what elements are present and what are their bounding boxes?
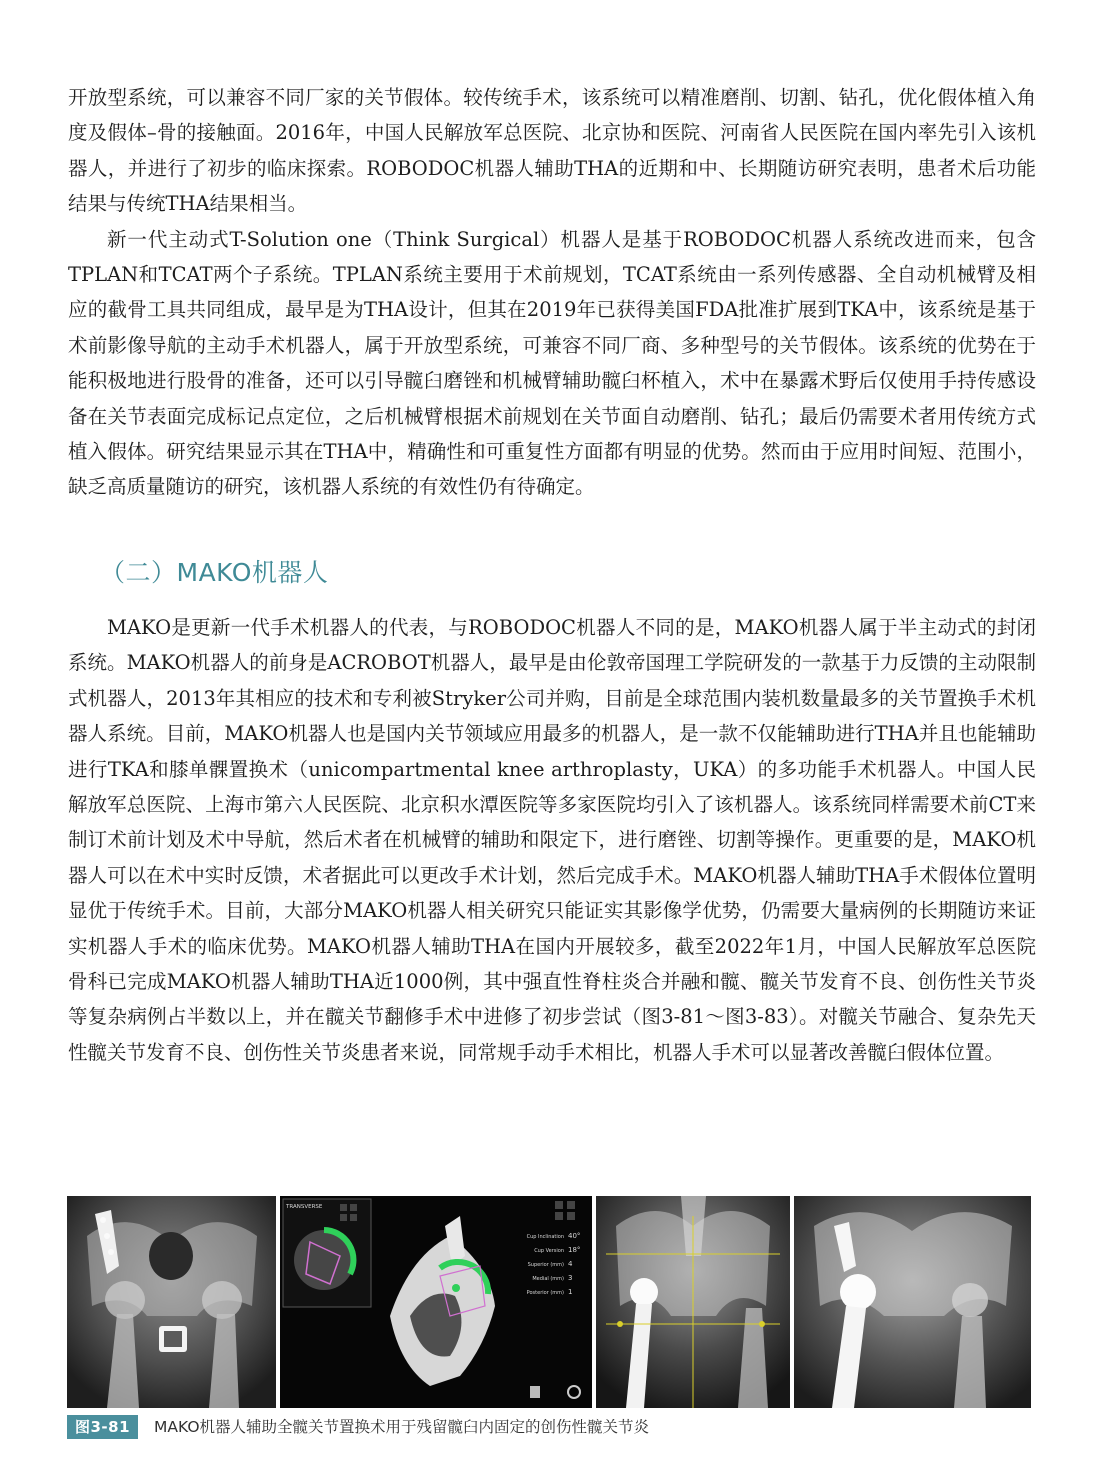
cup-version-value: 18° <box>568 1246 581 1254</box>
posterior-label: Posterior (mm) <box>526 1290 564 1296</box>
paragraph-mako: MAKO是更新一代手术机器人的代表，与ROBODOC机器人不同的是，MAKO机器人属于半主动式的封闭系统。MAKO机器人的前身是ACROBOT机器人，最早是由伦敦帝国理工学院研发的一款基于力反馈的主动限制式机器人，2013年其相应的技术和专利被Stryker公司并购，目前是全球范围内装机数量最多的关节置换手术机器人系统。目前，MAKO机器人也是国内关节领域应用最多的机器人，是一款不仅能辅助进行THA并且也能辅助进行TKA和膝单髁置换术（unicompartmental knee arthroplasty，UKA）的多功能手术机器人。中国人民解放军总医院、上海市第六人民医院、北京积水潭医院等多家医院均引入了该机器人。该系统同样需要术前CT来制订术前计划及术中导航，然后术者在机械臂的辅助和限定下，进行磨锉、切割等操作。更重要的是，MAKO机器人可以在术中实时反馈，术者据此可以更改手术计划，然后完成手术。MAKO机器人辅助THA手术假体位置明显优于传统手术。目前，大部分MAKO机器人相关研究只能证实其影像学优势，仍需要大量病例的长期随访来证实机器人手术的临床优势。MAKO机器人辅助THA在国内开展较多，截至2022年1月，中国人民解放军总医院骨科已完成MAKO机器人辅助THA近1000例，其中强直性脊柱炎合并融和髋、髋关节发育不良、创伤性关节炎等复杂病例占半数以上，并在髋关节翻修手术中进修了初步尝试（图3-81～图3-83）。对髋关节融合、复杂先天性髋关节发育不良、创伤性关节炎患者来说，同常规手动手术相比，机器人手术可以显著改善髋臼假体位置。 <box>68 616 1036 1064</box>
cup-inclination-value: 40° <box>568 1232 581 1240</box>
transverse-view-label: TRANSVERSE <box>286 1204 323 1210</box>
superior-label: Superior (mm) <box>527 1262 564 1268</box>
cup-version-label: Cup Version <box>534 1248 564 1254</box>
cup-inclination-label: Cup Inclination <box>526 1234 564 1240</box>
posterior-value: 1 <box>568 1288 573 1296</box>
body-text-top <box>68 80 1036 505</box>
body-text-mako <box>68 610 1036 1070</box>
medial-value: 3 <box>568 1274 573 1282</box>
section-heading-mako: （二）MAKO机器人 <box>100 558 329 587</box>
figure-3-81-images <box>67 1196 1035 1408</box>
superior-value: 4 <box>568 1260 573 1268</box>
xray-preop-image <box>67 1196 276 1408</box>
medial-label: Medial (mm) <box>532 1276 564 1282</box>
paragraph-t-solution: 新一代主动式T-Solution one（Think Surgical）机器人是基于ROBODOC机器人系统改进而来，包含TPLAN和TCAT两个子系统。TPLAN系统主要用于术前规划，TCAT系统由一系列传感器、全自动机械臂及相应的截骨工具共同组成，最早是为THA设计，但其在2019年已获得美国FDA批准扩展到TKA中，该系统是基于术前影像导航的主动手术机器人，属于开放型系统，可兼容不同厂商、多种型号的关节假体。该系统的优势在于能积极地进行股骨的准备，还可以引导髋臼磨锉和机械臂辅助髋臼杯植入，术中在暴露术野后仅使用手持传感设备在关节表面完成标记点定位，之后机械臂根据术前规划在关节面自动磨削、钻孔；最后仍需要术者用传统方式植入假体。研究结果显示其在THA中，精确性和可重复性方面都有明显的优势。然而由于应用时间短、范围小，缺乏高质量随访的研究，该机器人系统的有效性仍有待确定。 <box>68 227 1036 499</box>
xray-postop-measured-image <box>596 1196 790 1408</box>
figure-label-badge: 图3-81 <box>67 1415 138 1439</box>
figure-caption-text: MAKO机器人辅助全髋关节置换术用于残留髋臼内固定的创伤性髋关节炎 <box>154 1418 650 1436</box>
paragraph-robodoc-results: 开放型系统，可以兼容不同厂家的关节假体。较传统手术，该系统可以精准磨削、切割、钻孔，优化假体植入角度及假体–骨的接触面。2016年，中国人民解放军总医院、北京协和医院、河南省人民医院在国内率先引入该机器人，并进行了初步的临床探索。ROBODOC机器人辅助THA的近期和中、长期随访研究表明，患者术后功能结果与传统THA结果相当。 <box>68 86 1036 216</box>
mako-planning-screen <box>280 1196 592 1408</box>
figure-caption <box>67 1415 649 1439</box>
xray-postop-image <box>794 1196 1031 1408</box>
